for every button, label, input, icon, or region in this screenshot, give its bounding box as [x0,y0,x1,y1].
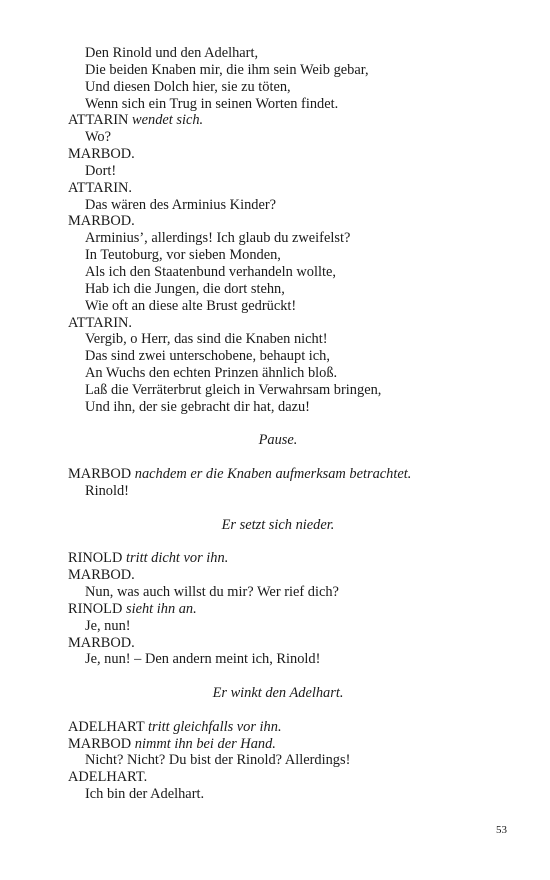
speaker-line [68,635,488,652]
blank-line [68,416,488,433]
stage-direction: Er winkt den Adelhart. [212,685,344,702]
speaker-line [68,567,488,584]
speaker-name: ATTARIN. [68,314,132,331]
blank-line [68,533,488,550]
verse-line: Arminius’, allerdings! Ich glaub du zweifelst? [85,230,351,247]
stage-direction: Pause. [258,432,298,449]
verse-line: Vergib, o Herr, das sind die Knaben nicht! [85,331,328,348]
blank-line [68,449,488,466]
speaker-line [68,146,488,163]
blank-line [68,668,488,685]
speaker-direction: nimmt ihn bei der Hand. [134,735,276,752]
speaker-direction: wendet sich. [132,112,204,129]
verse-line: In Teutoburg, vor sieben Monden, [85,247,281,264]
speaker-line [68,550,488,567]
verse-line: Hab ich die Jungen, die dort stehn, [85,280,285,297]
speaker-name: ATTARIN. [68,179,132,196]
speaker-line [68,601,488,618]
blank-line [68,500,488,517]
verse-line: Nun, was auch willst du mir? Wer rief dich? [85,584,339,600]
verse-line: Das sind zwei unterschobene, behaupt ich, [85,348,330,365]
play-text [68,45,488,803]
verse-line: Und diesen Dolch hier, sie zu töten, [85,78,291,95]
verse-line: Wie oft an diese alte Brust gedrückt! [85,297,297,314]
speaker-line [68,213,488,230]
speaker-line [68,315,488,332]
verse-line: Je, nun! [85,617,131,634]
verse-line: Und ihn, der sie gebracht dir hat, dazu! [85,398,310,415]
verse-line: Nicht? Nicht? Du bist der Rinold? Allerdings! [85,752,351,769]
verse-line: An Wuchs den echten Prinzen ähnlich bloß. [85,365,338,382]
stage-direction: Er setzt sich nieder. [221,516,335,533]
page-number: 53 [496,824,507,836]
speaker-line [68,180,488,197]
verse-line: Rinold! [85,482,129,499]
speaker-direction: nachdem er die Knaben aufmerksam betrachtet. [134,466,412,483]
blank-line [68,702,488,719]
verse-line: Ich bin der Adelhart. [85,786,205,803]
speaker-name: MARBOD. [68,213,135,230]
verse-line: Je, nun! – Den andern meint ich, Rinold! [85,651,321,668]
speaker-line [68,769,488,786]
verse-line: Laß die Verräterbrut gleich in Verwahrsam bringen, [85,381,382,398]
verse-line: Die beiden Knaben mir, die ihm sein Weib gebar, [85,61,369,78]
speaker-name: RINOLD [68,550,123,567]
speaker-line [68,719,488,736]
verse-line: Wo? [85,129,112,146]
speaker-name: MARBOD. [68,146,135,163]
speaker-name: ADELHART. [68,769,148,786]
speaker-direction: tritt gleichfalls vor ihn. [148,718,282,735]
speaker-line [68,112,488,129]
speaker-name: MARBOD. [68,634,135,651]
speaker-name: ATTARIN [68,112,129,129]
speaker-name: MARBOD. [68,567,135,584]
speaker-direction: sieht ihn an. [125,600,197,617]
verse-line: Dort! [85,162,117,179]
speaker-name: RINOLD [68,600,123,617]
verse-line: Den Rinold und den Adelhart, [85,45,259,61]
speaker-name: MARBOD [68,466,132,483]
verse-line: Wenn sich ein Trug in seinen Worten findet. [85,95,339,112]
verse-line: Das wären des Arminius Kinder? [85,196,277,213]
speaker-name: MARBOD [68,735,132,752]
speaker-line [68,466,488,483]
speaker-name: ADELHART [68,718,145,735]
speaker-line [68,736,488,753]
verse-line: Als ich den Staatenbund verhandeln wollte, [85,263,336,280]
speaker-direction: tritt dicht vor ihn. [125,550,229,567]
